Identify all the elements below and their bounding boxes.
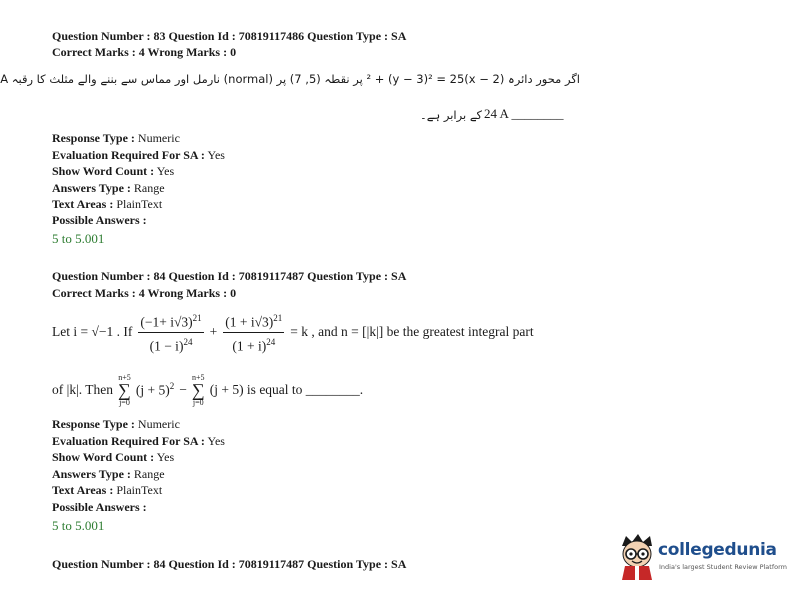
q84-term2: (j + 5) is equal to ________. xyxy=(209,382,364,397)
q83-blank: 24 A ________ xyxy=(484,106,564,121)
q83-marks: Correct Marks : 4 Wrong Marks : 0 xyxy=(52,45,237,59)
q84-term1: (j + 5) xyxy=(135,382,170,398)
q84-plus: + xyxy=(209,324,218,339)
q84-header: Question Number : 84 Question Id : 70819117487 Question Type : SA xyxy=(52,269,407,283)
q83-answer: 5 to 5.001 xyxy=(52,231,105,246)
q83-answers-type: Answers Type : Range xyxy=(52,181,165,195)
q84-fraction-2: $\frac{(1 + i√3)^{21}}{(1 + i)^{24}}$ xyxy=(223,309,284,355)
q84-evaluation-required: Evaluation Required For SA : Yes xyxy=(52,434,225,448)
q83-possible-answers-label: Possible Answers : xyxy=(52,213,147,227)
q83-text-urdu-line1: اگر محور دائرہ (x − 2)² + (y − 3)² = 25 پر نقطہ (5, 7) پر (normal) نارمل اور مماس سے بننے والے مثلث کا رقبہ A xyxy=(0,72,580,86)
q83-header: Question Number : 83 Question Id : 70819117486 Question Type : SA xyxy=(52,29,407,43)
q84-of-k: of |k|. Then xyxy=(52,382,114,397)
q84-answers-type: Answers Type : Range xyxy=(52,467,165,481)
q83-text-areas: Text Areas : PlainText xyxy=(52,197,163,211)
logo-tagline: India's largest Student Review Platform xyxy=(659,563,787,571)
q84-answer: 5 to 5.001 xyxy=(52,518,105,533)
q84-marks: Correct Marks : 4 Wrong Marks : 0 xyxy=(52,286,237,300)
q84-show-word-count: Show Word Count : Yes xyxy=(52,450,175,464)
q84b-header: Question Number : 84 Question Id : 70819117487 Question Type : SA xyxy=(52,557,407,571)
q83-response-type: Response Type : Numeric xyxy=(52,131,180,145)
q84-fraction-1: $\frac{(-1+ i√3)^{21}}{(1 - i)^{24}}$ xyxy=(138,309,203,355)
q84-sum-2: n+5 ∑ j=0 xyxy=(191,373,205,407)
q83-evaluation-required: Evaluation Required For SA : Yes xyxy=(52,148,225,162)
q84-equation-line1 xyxy=(52,306,534,358)
q84-possible-answers-label: Possible Answers : xyxy=(52,500,147,514)
q84-tail: = k , and n = [|k|] be the greatest integral part xyxy=(290,324,534,339)
mascot-icon xyxy=(616,532,660,580)
q84-equation-line2: of |k|. Then n+5 ∑ j=0 $(j + 5)^2$ − n+5 ∑ j=0 (j + 5) is equal to ________. xyxy=(52,373,364,407)
q83-show-word-count: Show Word Count : Yes xyxy=(52,164,175,178)
q84-text-areas: Text Areas : PlainText xyxy=(52,483,163,497)
collegedunia-logo xyxy=(616,532,787,582)
q84-response-type: Response Type : Numeric xyxy=(52,417,180,431)
q84-sum-1: n+5 ∑ j=0 xyxy=(118,373,131,407)
logo-name: collegedunia xyxy=(658,540,777,560)
q84-minus: − xyxy=(179,382,187,397)
q83-text-urdu-line2: کے برابر ہے۔ xyxy=(420,108,483,122)
q84-let: Let i = √−1 . If xyxy=(52,324,133,339)
